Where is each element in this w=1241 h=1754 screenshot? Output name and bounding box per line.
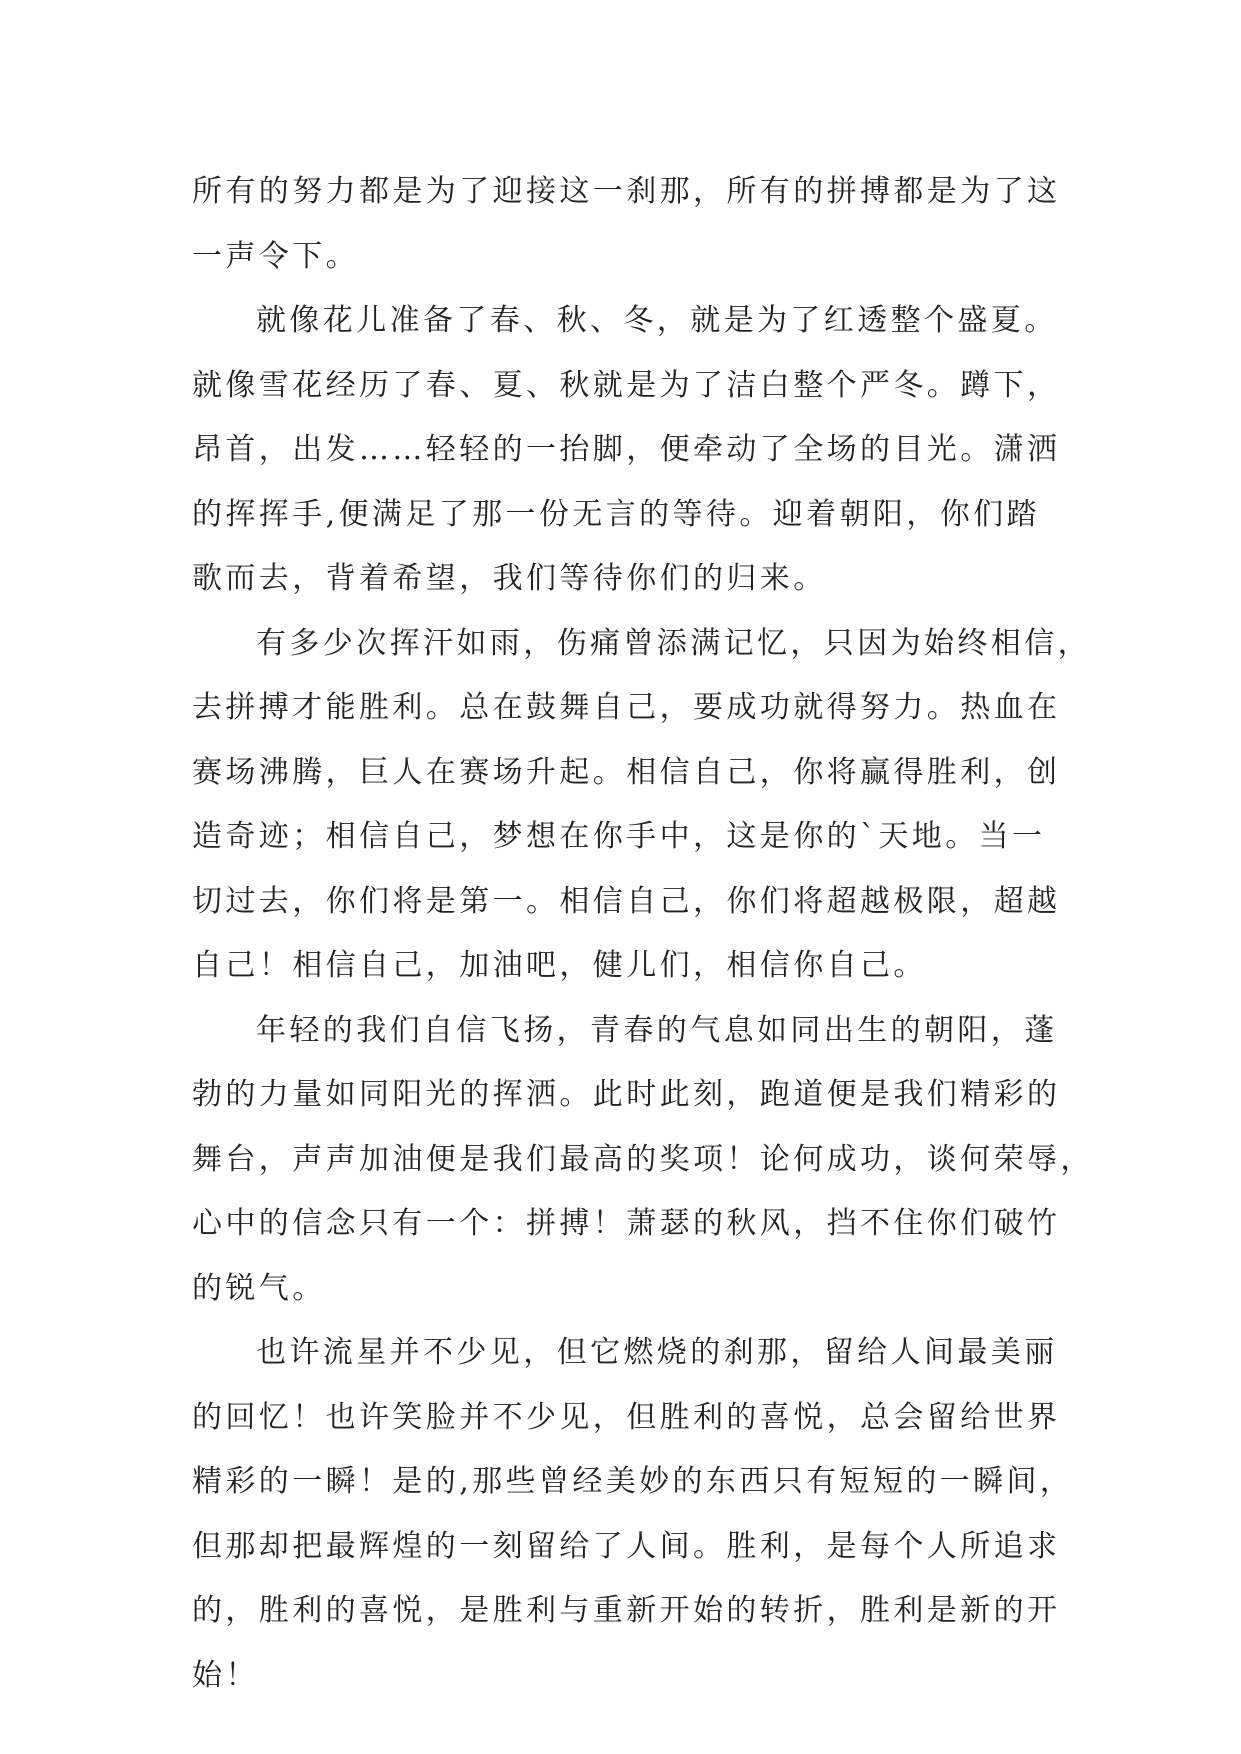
text-line: 有多少次挥汗如雨，伤痛曾添满记忆，只因为始终相信， <box>256 625 1091 661</box>
text-line: 舞台，声声加油便是我们最高的奖项！论何成功，谈何荣辱， <box>192 1141 1094 1177</box>
text-line: 就像雪花经历了春、夏、秋就是为了洁白整个严冬。蹲下， <box>192 367 1061 403</box>
text-line: 造奇迹；相信自己，梦想在你手中，这是你的`天地。当一 <box>192 819 1046 854</box>
text-line: 昂首，出发……轻轻的一抬脚，便牵动了全场的目光。潇洒 <box>192 432 1061 467</box>
text-line: 心中的信念只有一个：拼搏！萧瑟的秋风，挡不住你们破竹 <box>192 1206 1061 1241</box>
text-line: 的锐气。 <box>192 1270 326 1306</box>
text-line: 就像花儿准备了春、秋、冬，就是为了红透整个盛夏。 <box>256 303 1058 338</box>
text-line: 赛场沸腾，巨人在赛场升起。相信自己，你将赢得胜利，创 <box>192 754 1061 790</box>
text-line: 的，胜利的喜悦，是胜利与重新开始的转折，胜利是新的开 <box>192 1593 1061 1628</box>
text-line: 所有的努力都是为了迎接这一刹那，所有的拼搏都是为了这 <box>192 174 1061 209</box>
text-line: 自己！相信自己，加油吧，健儿们，相信你自己。 <box>192 948 927 983</box>
text-line: 一声令下。 <box>192 238 359 274</box>
text-line: 年轻的我们自信飞扬，青春的气息如同出生的朝阳，蓬 <box>256 1012 1058 1048</box>
text-line: 勃的力量如同阳光的挥洒。此时此刻，跑道便是我们精彩的 <box>192 1077 1061 1112</box>
text-line: 的回忆！也许笑脸并不少见，但胜利的喜悦，总会留给世界 <box>192 1399 1061 1435</box>
text-line: 但那却把最辉煌的一刻留给了人间。胜利，是每个人所追求 <box>192 1528 1061 1564</box>
text-line: 去拼搏才能胜利。总在鼓舞自己，要成功就得努力。热血在 <box>192 690 1061 725</box>
text-line: 精彩的一瞬！是的,那些曾经美妙的东西只有短短的一瞬间， <box>192 1464 1074 1499</box>
text-line: 也许流星并不少见，但它燃烧的刹那，留给人间最美丽 <box>256 1335 1058 1370</box>
text-line: 始！ <box>192 1657 259 1693</box>
text-line: 歌而去，背着希望，我们等待你们的归来。 <box>192 561 827 596</box>
document-body <box>192 160 1094 1708</box>
text-line: 切过去，你们将是第一。相信自己，你们将超越极限，超越 <box>192 883 1061 919</box>
text-line: 的挥挥手,便满足了那一份无言的等待。迎着朝阳，你们踏 <box>192 496 1040 532</box>
